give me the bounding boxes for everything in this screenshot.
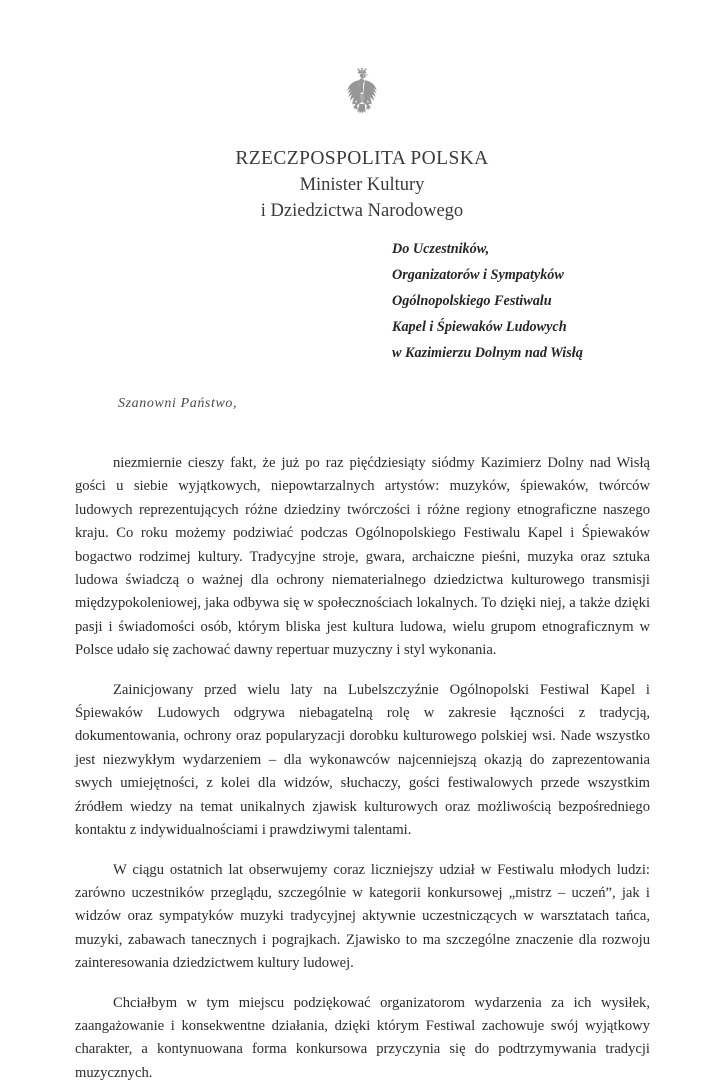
addressee-line: Kapel i Śpiewaków Ludowych — [392, 319, 567, 335]
addressee-line: Organizatorów i Sympatyków — [392, 267, 564, 283]
letterhead — [0, 0, 724, 223]
body-paragraph: W ciągu ostatnich lat obserwujemy coraz liczniejszy udział w Festiwalu młodych ludzi: zarówno uczestników przeglądu, szczególnie w kategorii konkursowej „mistrz – uczeń”, jak i widzów oraz sympatyków muzyki tradycyjnej aktywnie uczestniczących w warsztatach tańca, muzyki, zabawach tanecznych i pograjkach. Zjawisko to ma szczególne znaczenie dla rozwoju zainteresowania dziedzictwem kultury ludowej. — [75, 861, 650, 972]
polish-eagle-coat-of-arms-icon — [339, 68, 385, 122]
addressee-line: w Kazimierzu Dolnym nad Wisłą — [392, 345, 583, 361]
body-paragraph: Zainicjowany przed wielu laty na Lubelszczyźnie Ogólnopolski Festiwal Kapel i Śpiewaków Ludowych odgrywa niebagatelną rolę w zakresie łączności z tradycją, dokumentowania, ochrony oraz popularyzacji dorobku kulturowego polskiej wsi. Nade wszystko jest niezwykłym wydarzeniem – dla wykonawców najcenniejszą okazją do zaprezentowania swych umiejętności, z kolei dla widzów, słuchaczy, gości festiwalowych przede wszystkim źródłem wiedzy na temat unikalnych zjawisk kulturowych oraz możliwością bezpośredniego kontaktu z indywidualnościami i prawdziwymi talentami. — [75, 681, 650, 839]
letterhead-country: RZECZPOSPOLITA POLSKA — [235, 148, 489, 169]
addressee-line: Do Uczestników, — [392, 241, 490, 257]
salutation: Szanowni Państwo, — [118, 396, 238, 411]
letter-body — [75, 452, 650, 1085]
addressee-block — [392, 236, 672, 366]
addressee-line: Ogólnopolskiego Festiwalu — [392, 293, 552, 309]
body-paragraph: niezmiernie cieszy fakt, że już po raz pięćdziesiąty siódmy Kazimierz Dolny nad Wisłą gości u siebie wyjątkowych, niepowtarzalnych artystów: muzyków, śpiewaków, twórców ludowych reprezentujących różne dziedziny twórczości i różne regiony etnograficzne naszego kraju. Co roku możemy podziwiać podczas Ogólnopolskiego Festiwalu Kapel i Śpiewaków bogactwo rodzimej kultury. Tradycyjne stroje, gwara, archaiczne pieśni, muzyka oraz sztuka ludowa świadczą o ważnej dla ochrony niematerialnego dziedzictwa kulturowego transmisji międzypokoleniowej, jaka odbywa się w społecznościach lokalnych. To dzięki niej, a także dzięki pasji i świadomości osób, którym bliska jest kultura ludowa, wielu grupom etnograficznym w Polsce udało się zachować dawny repertuar muzyczny i styl wykonania. — [75, 455, 650, 659]
letterhead-title-line1: Minister Kultury — [299, 175, 425, 196]
body-paragraph: Chciałbym w tym miejscu podziękować organizatorom wydarzenia za ich wysiłek, zaangażowanie i konsekwentne działania, dzięki którym Festiwal zachowuje swój wyjątkowy charakter, a kontynuowana forma konkursowa przyczynia się do podtrzymywania tradycji muzycznych. — [75, 994, 650, 1081]
letterhead-title-line2: i Dziedzictwa Narodowego — [260, 200, 464, 221]
